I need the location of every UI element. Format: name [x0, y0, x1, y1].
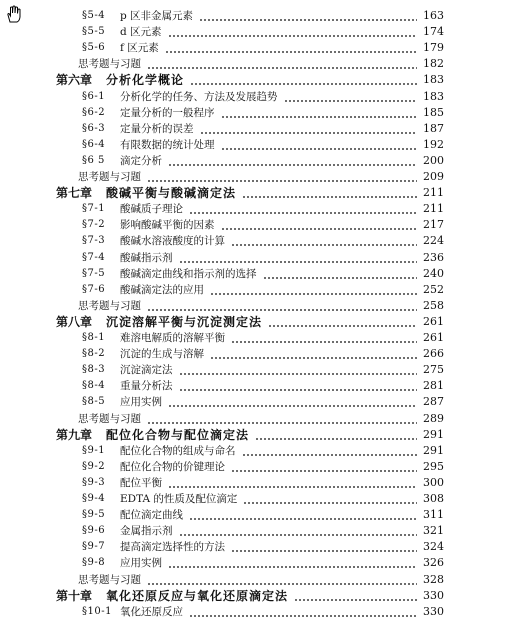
toc-entry-number: 第九章 — [56, 427, 93, 442]
toc-dot-leader — [199, 19, 417, 21]
toc-entry-title: 思考题与习题 — [78, 299, 141, 312]
toc-dot-leader — [263, 277, 417, 279]
toc-dot-leader — [168, 566, 417, 568]
toc-entry-number: §8-1 — [82, 332, 106, 343]
toc-entry-title: 酸碱平衡与酸碱滴定法 — [106, 186, 237, 201]
toc-entry-title: 金属指示剂 — [120, 525, 173, 538]
toc-page-number: 240 — [423, 266, 444, 280]
toc-entry-title: 分析化学概论 — [106, 73, 185, 88]
toc-page-number: 330 — [423, 604, 444, 618]
toc-entry-number: §9-5 — [82, 509, 106, 521]
toc-page-number: 287 — [423, 395, 444, 409]
toc-dot-leader — [147, 422, 417, 424]
toc-page-number: 217 — [423, 218, 444, 232]
toc-entry-number: §7-4 — [82, 251, 106, 263]
toc-dot-leader — [255, 438, 417, 440]
toc-dot-leader — [231, 550, 417, 552]
toc-page-number: 324 — [423, 540, 444, 554]
toc-entry-title: 氧化还原反应与氧化还原滴定法 — [106, 588, 289, 603]
toc-entry-title: 思考题与习题 — [78, 171, 141, 183]
toc-dot-leader — [147, 583, 417, 585]
toc-dot-leader — [168, 486, 417, 488]
toc-page-number: 258 — [423, 298, 444, 312]
toc-dot-leader — [242, 196, 417, 198]
toc-page-number: 295 — [423, 459, 444, 473]
toc-page-number: 252 — [423, 282, 444, 296]
toc-dot-leader — [243, 502, 417, 504]
toc-dot-leader — [231, 470, 417, 472]
toc-entry-number: §5-4 — [82, 10, 106, 21]
toc-entry-title: 沉淀的生成与溶解 — [120, 348, 204, 361]
toc-entry-number: §9-7 — [82, 541, 106, 553]
toc-page-number: 266 — [423, 347, 444, 361]
toc-entry-number: §9-8 — [82, 557, 106, 569]
toc-entry-title: 应用实例 — [120, 557, 162, 570]
toc-dot-leader — [179, 389, 417, 391]
toc-entry-number: §9-3 — [82, 476, 106, 488]
toc-entry-title: f 区元素 — [120, 42, 159, 55]
toc-entry-number: §7-1 — [82, 203, 106, 215]
toc-page-number: 179 — [423, 41, 444, 55]
toc-entry-title: EDTA 的性质及配位滴定 — [120, 493, 238, 505]
toc-entry-number: §9-6 — [82, 525, 106, 537]
toc-dot-leader — [242, 454, 417, 456]
toc-entry-number: §7-2 — [82, 219, 106, 231]
toc-entry-number: §9-2 — [82, 460, 106, 472]
toc-page-number: 321 — [423, 524, 444, 538]
toc-page-number: 281 — [423, 379, 444, 393]
toc-page-number: 174 — [423, 25, 444, 39]
toc-entry-number: §8-4 — [82, 380, 106, 392]
toc-dot-leader — [221, 116, 417, 118]
toc-entry-title: 定量分析的一般程序 — [120, 106, 215, 119]
toc-dot-leader — [268, 325, 417, 327]
toc-entry-number: §7-3 — [82, 235, 106, 247]
toc-entry-title: 难溶电解质的溶解平衡 — [120, 332, 225, 344]
toc-entry-number: §7-6 — [82, 283, 106, 295]
toc-entry-title: d 区元素 — [120, 26, 162, 39]
toc-entry-number: §5-6 — [82, 42, 106, 54]
toc-entry-number: §8-2 — [82, 348, 106, 360]
toc-dot-leader — [189, 212, 417, 214]
toc-entry-number: §6-2 — [82, 106, 106, 118]
toc-dot-leader — [210, 293, 417, 295]
toc-page-number: 330 — [423, 588, 444, 602]
toc-dot-leader — [189, 615, 417, 617]
toc-page-number: 200 — [423, 153, 444, 167]
toc-entry-number: 第六章 — [56, 73, 93, 88]
toc-page-number: 182 — [423, 57, 444, 71]
toc-dot-leader — [179, 534, 417, 536]
toc-page-number: 183 — [423, 73, 444, 87]
toc-entry-number: §10-1 — [82, 605, 112, 617]
toc-dot-leader — [294, 599, 417, 601]
toc-page-number: 163 — [423, 9, 444, 22]
toc-entry-title: 配位平衡 — [120, 476, 162, 489]
toc-dot-leader — [190, 83, 417, 85]
toc-page-number: 224 — [423, 234, 444, 248]
toc-entry-title: 应用实例 — [120, 396, 162, 409]
toc-entry-title: 配位化合物的价键理论 — [120, 460, 225, 473]
toc-dot-leader — [168, 35, 417, 37]
toc-dot-leader — [284, 100, 417, 102]
toc-dot-leader — [179, 373, 417, 375]
toc-entry-title: 沉淀滴定法 — [120, 364, 173, 377]
toc-dot-leader — [147, 309, 417, 311]
toc-dot-leader — [231, 244, 417, 246]
toc-page-number: 192 — [423, 137, 444, 151]
toc-entry-title: 重量分析法 — [120, 380, 173, 393]
toc-entry-title: 思考题与习题 — [78, 573, 141, 586]
toc-entry-number: §6-1 — [82, 90, 106, 102]
toc-entry-title: 酸碱质子理论 — [120, 203, 183, 216]
toc-page-number: 328 — [423, 572, 444, 586]
toc-entry-number: §8-3 — [82, 364, 106, 376]
toc-entry-title: 提高滴定选择性的方法 — [120, 541, 225, 554]
toc-entry-number: §8-5 — [82, 396, 106, 408]
toc-entry-title: 配位化合物与配位滴定法 — [106, 427, 250, 442]
toc-entry-number: 第七章 — [56, 186, 93, 201]
toc-entry-title: p 区非金属元素 — [120, 10, 194, 22]
toc-dot-leader — [210, 357, 417, 359]
toc-dot-leader — [147, 180, 417, 182]
toc-page-number: 261 — [423, 314, 444, 328]
toc-page-number: 209 — [423, 170, 444, 183]
toc-dot-leader — [221, 228, 417, 230]
toc-page-number: 311 — [423, 508, 444, 522]
toc-entry-title: 氧化还原反应 — [120, 605, 183, 618]
toc-entry-number: §9-1 — [82, 444, 106, 456]
toc-dot-leader — [179, 261, 417, 263]
toc-entry-number: 第十章 — [56, 588, 93, 603]
toc-page-number: 183 — [423, 89, 444, 103]
toc-entry-title: 影响酸碱平衡的因素 — [120, 219, 215, 232]
toc-page-number: 211 — [423, 202, 444, 216]
toc-entry-title: 酸碱滴定法的应用 — [120, 283, 204, 296]
toc-page-number: 211 — [423, 186, 444, 200]
toc-dot-leader — [221, 148, 417, 150]
toc-page-number: 326 — [423, 556, 444, 570]
toc-entry-title: 酸碱水溶液酸度的计算 — [120, 235, 225, 248]
toc-page-number: 275 — [423, 363, 444, 377]
toc-entry-title: 思考题与习题 — [78, 412, 141, 425]
toc-entry-title: 酸碱指示剂 — [120, 251, 173, 264]
toc-dot-leader — [165, 51, 417, 53]
toc-entry-title: 思考题与习题 — [78, 58, 141, 71]
toc-entry-title: 配位滴定曲线 — [120, 509, 183, 522]
toc-dot-leader — [231, 341, 417, 343]
toc-dot-leader — [168, 405, 417, 407]
toc-page-number: 236 — [423, 250, 444, 264]
toc-entry-number: §6-4 — [82, 138, 106, 150]
toc-entry-title: 沉淀溶解平衡与沉淀测定法 — [106, 314, 263, 329]
toc-entry-number: §7-5 — [82, 267, 106, 279]
toc-entry-title: 滴定分析 — [120, 154, 162, 167]
toc-entry-number: §9-4 — [82, 493, 106, 504]
toc-entry-number: §6-3 — [82, 122, 106, 134]
toc-dot-leader — [168, 164, 417, 166]
toc-dot-leader — [147, 67, 417, 69]
toc-page-number: 291 — [423, 427, 444, 441]
toc-entry-title: 定量分析的误差 — [120, 122, 194, 135]
toc-section-entry[interactable] — [0, 602, 520, 622]
toc-page-number: 261 — [423, 331, 444, 344]
toc-page-number: 185 — [423, 105, 444, 119]
toc-page-number: 308 — [423, 492, 444, 505]
toc-entry-title: 酸碱滴定曲线和指示剂的选择 — [120, 267, 257, 280]
toc-page-number: 289 — [423, 411, 444, 425]
toc-dot-leader — [189, 518, 417, 520]
toc-entry-number: §5-5 — [82, 26, 106, 38]
toc-entry-number: §6 5 — [82, 154, 105, 166]
toc-dot-leader — [200, 132, 417, 134]
toc-entry-title: 有限数据的统计处理 — [120, 138, 215, 151]
toc-entry-title: 分析化学的任务、方法及发展趋势 — [120, 90, 278, 103]
toc-entry-title: 配位化合物的组成与命名 — [120, 444, 236, 457]
toc-page-number: 187 — [423, 121, 444, 135]
toc-entry-number: 第八章 — [56, 314, 93, 329]
toc-page-number: 300 — [423, 475, 444, 489]
toc-page-number: 291 — [423, 443, 444, 457]
